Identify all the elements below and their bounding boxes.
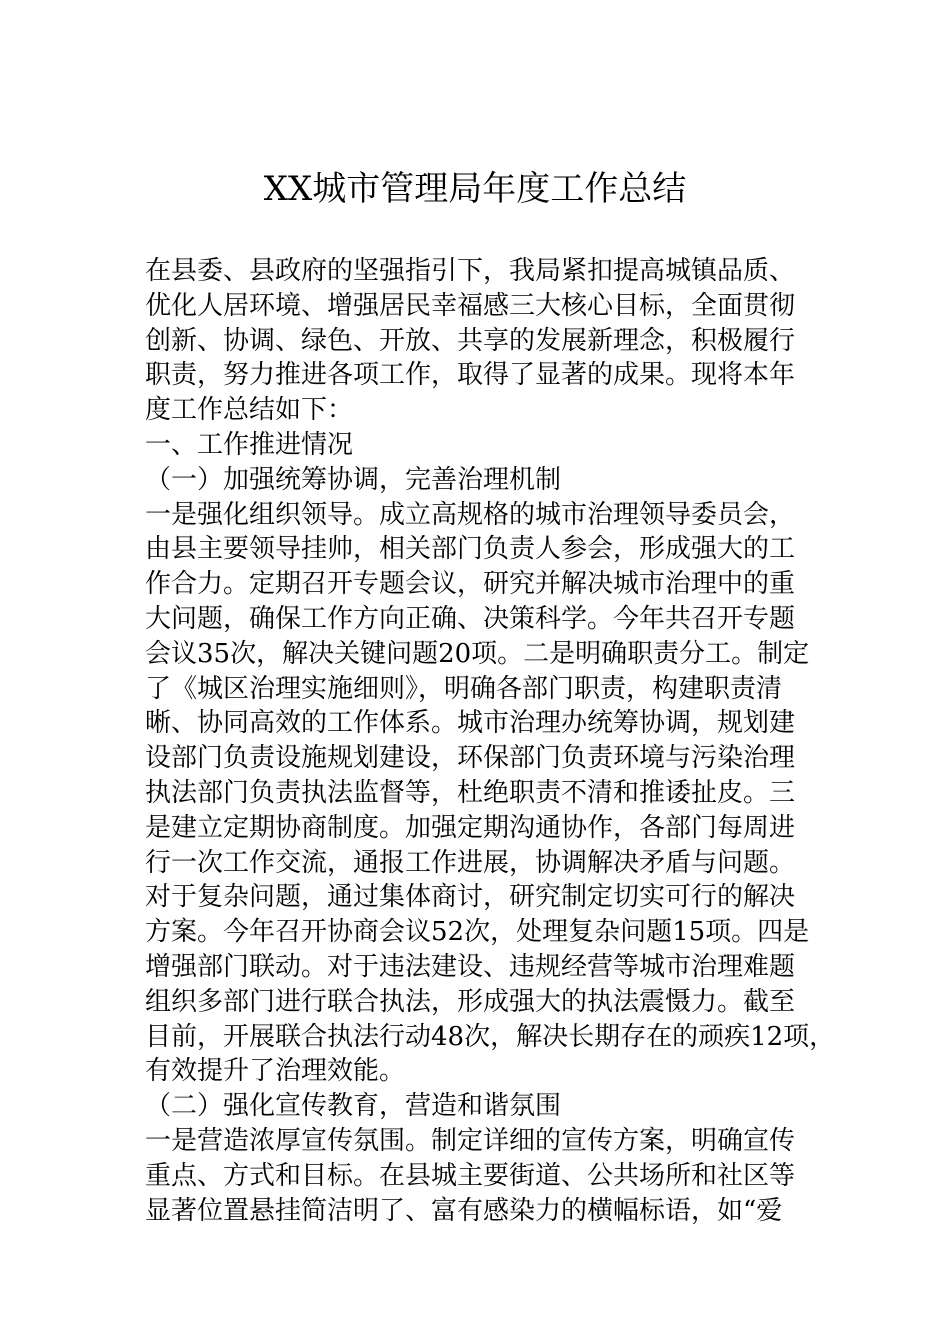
- document-title: XX城市管理局年度工作总结: [263, 169, 687, 209]
- body-line: 了《城区治理实施细则》，明确各部门职责，构建职责清: [145, 673, 783, 704]
- document-body: [145, 254, 836, 1228]
- body-line: 在县委、县政府的坚强指引下，我局紧扣提高城镇品质、: [145, 256, 796, 286]
- body-line: 重点、方式和目标。在县城主要街道、公共场所和社区等: [145, 1160, 796, 1191]
- body-line: 组织多部门进行联合执法，形成强大的执法震慑力。截至: [145, 986, 796, 1017]
- body-line: 一是营造浓厚宣传氛围。制定详细的宣传方案，明确宣传: [145, 1125, 796, 1156]
- body-line: 大问题，确保工作方向正确、决策科学。今年共召开专题: [145, 603, 796, 634]
- body-line: 优化人居环境、增强居民幸福感三大核心目标，全面贯彻: [145, 290, 796, 321]
- body-line: 由县主要领导挂帅，相关部门负责人参会，形成强大的工: [145, 534, 796, 565]
- body-line: 有效提升了治理效能。: [145, 1056, 406, 1087]
- body-line: 执法部门负责执法监督等，杜绝职责不清和推诿扯皮。三: [145, 777, 796, 808]
- body-line: 目前，开展联合执法行动48次，解决长期存在的顽疾12项，: [145, 1021, 836, 1052]
- body-line: 创新、协调、绿色、开放、共享的发展新理念，积极履行: [145, 325, 796, 356]
- body-line: 显著位置悬挂简洁明了、富有感染力的横幅标语，如“爱: [145, 1195, 783, 1226]
- body-line: 设部门负责设施规划建设，环保部门负责环境与污染治理: [145, 743, 796, 774]
- body-line: 晰、协同高效的工作体系。城市治理办统筹协调，规划建: [145, 708, 796, 739]
- subsection-heading: （一）加强统筹协调，完善治理机制: [145, 464, 562, 495]
- body-line: 方案。今年召开协商会议52次，处理复杂问题15项。四是: [145, 917, 810, 948]
- body-line: 增强部门联动。对于违法建设、违规经营等城市治理难题: [145, 951, 796, 982]
- body-line: 对于复杂问题，通过集体商讨，研究制定切实可行的解决: [145, 882, 796, 913]
- body-line: 作合力。定期召开专题会议，研究并解决城市治理中的重: [145, 569, 796, 600]
- body-line: 会议35次，解决关键问题20项。二是明确职责分工。制定: [145, 638, 810, 669]
- section-heading: 一、工作推进情况: [145, 429, 354, 460]
- body-line: 行一次工作交流，通报工作进展，协调解决矛盾与问题。: [145, 847, 796, 878]
- subsection-heading: （二）强化宣传教育，营造和谐氛围: [145, 1091, 562, 1122]
- body-line: 是建立定期协商制度。加强定期沟通协作，各部门每周进: [145, 812, 796, 843]
- body-line: 一是强化组织领导。成立高规格的城市治理领导委员会，: [145, 499, 796, 530]
- body-line: 职责，努力推进各项工作，取得了显著的成果。现将本年: [145, 360, 796, 391]
- body-line: 度工作总结如下：: [145, 395, 354, 426]
